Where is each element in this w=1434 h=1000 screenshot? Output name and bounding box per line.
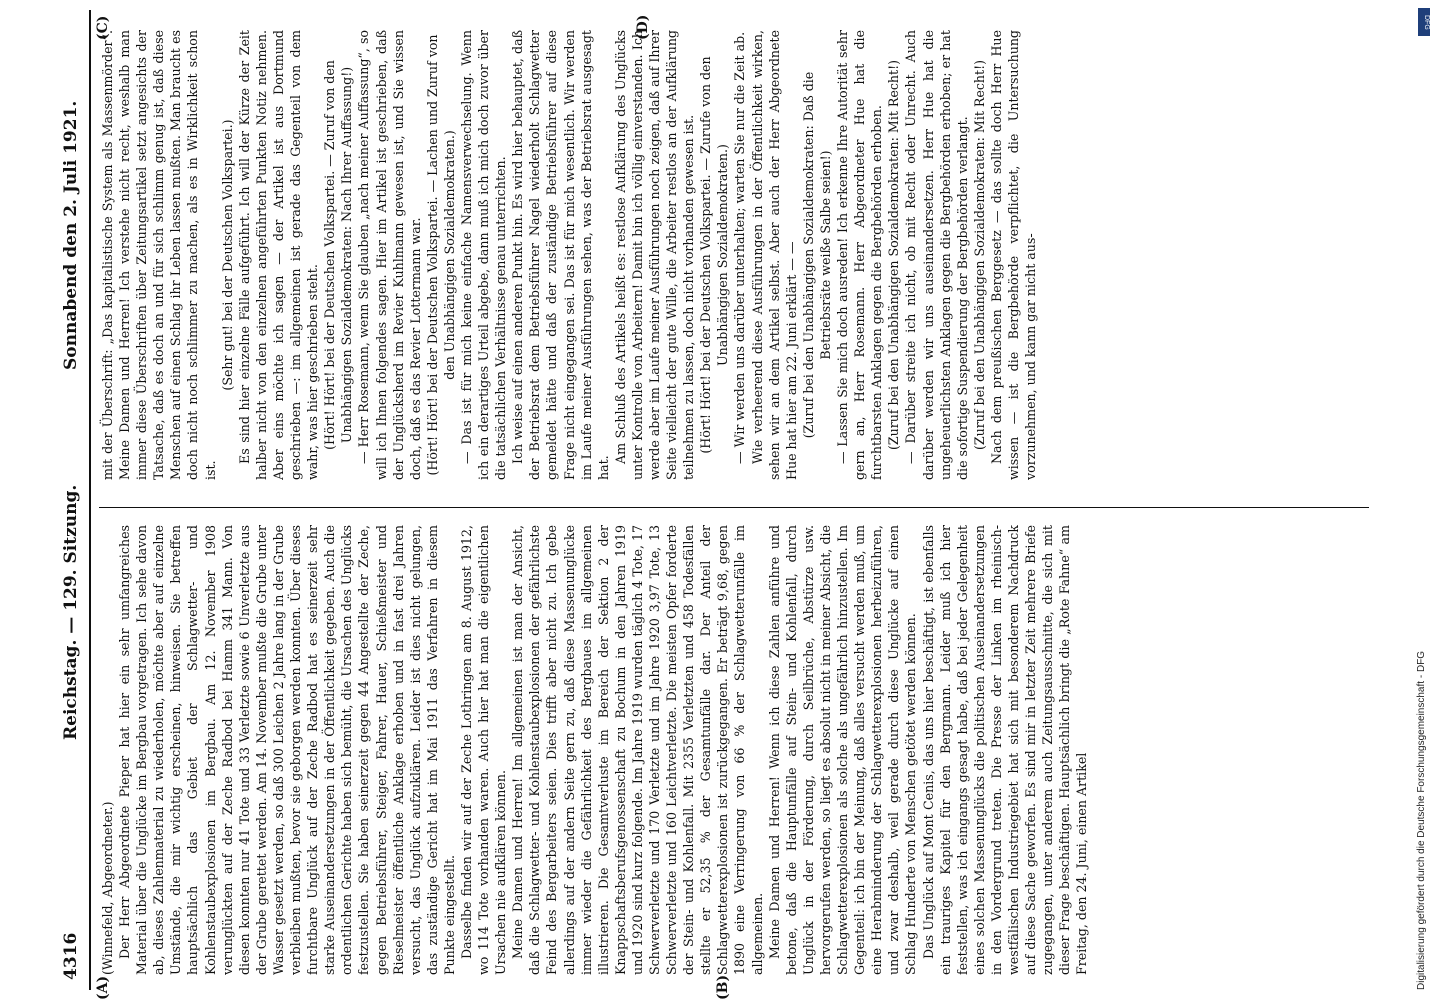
interjection: (Sehr gut! bei der Deutschen Volkspartei.): [219, 119, 235, 391]
paragraph: Am Schluß des Artikels heißt es: restlose Aufklärung des Unglücks unter Kontrolle von Arbeitern! Damit bin ich völlig einverstanden. Ich werde aber im Laufe meiner Ausführungen noch zeigen, daß auf Ihrer Seite vielleicht der gute Wille, die Arbeiter restlos an der Aufklärung teilnehmen zu lassen, doch nicht vorhanden gewesen ist.: [612, 30, 697, 480]
dfg-logo: DFG: [1418, 8, 1430, 36]
page-header: [61, 20, 87, 980]
paragraph: Es sind hier einzelne Fälle aufgeführt. Ich will der Kürze der Zeit halber nicht von den einzelnen angeführten Punkten Notiz nehmen. Aber eins möchte ich sagen — der Artikel ist aus Dortmund geschrieben —: im allgemeinen ist gerade das Gegenteil von dem wahr, was hier geschrieben steht.: [236, 30, 321, 480]
header-rule: [89, 10, 91, 990]
marker-c: (C): [95, 15, 111, 40]
session-date: Sonnabend den 2. Juli 1921.: [61, 100, 81, 370]
marker-b: (B): [715, 974, 731, 1000]
paragraph: — Darüber streite ich nicht, ob mit Recht oder Unrecht. Auch darüber werden wir uns auseinandersetzen. Herr Hue hat die ungeheuerlichsten Anklagen gegen die Bergbehörden erhoben; er hat die sofortige Suspendierung der Bergbehörden verlangt.: [903, 30, 970, 480]
interjection: (Hört! Hört! bei der Deutschen Volkspartei. — Zurufe von den Unabhängigen Sozialdemokraten.): [698, 56, 731, 454]
paragraph: — Herr Rosemann, wenn Sie glauben „nach meiner Auffassung“, so will ich Ihnen folgendes sagen. Hier im Artikel ist geschrieben, daß der Unglücksherd im Revier Kuhlmann gewesen ist, und Sie wissen doch, daß es das Revier Lottermann war.: [356, 30, 423, 480]
paragraph: Wie verheerend diese Ausführungen in der Öffentlichkeit wirken, sehen wir an dem Artikel selbst. Aber auch der Herr Abgeordnete Hue hat hier am 22. Juni erklärt — —: [749, 30, 799, 480]
page-title: Reichstag. — 129. Sitzung.: [61, 484, 81, 740]
funding-credit-text: Digitalisierung gefördert durch die Deutsche Forschungsgemeinschaft - DFG: [1416, 650, 1427, 990]
speaker-line: (Winnefeld, Abgeordneter.): [100, 801, 115, 975]
paragraph: Meine Damen und Herren! Im allgemeinen ist man der Ansicht, daß die Schlagwetter- und Kohlenstaubexplosionen der gefährlichste Feind des Bergarbeiters seien. Dies trifft aber nicht zu. Ich gebe allerdings auf der andern Seite gern zu, daß diese Massenunglücke immer wieder die Gefährlichkeit des Bergbaues im allgemeinen illustrieren. Die Gesamtverluste im Bereich der Sektion 2 der Knappschaftsberufsgenossenschaft zu Bochum in den Jahren 1919 und 1920 sind kurz folgende. Im Jahre 1919 wurden täglich 4 Tote, 17 Schwerverletzte und 170 Verletzte und im Jahre 1920 3,97 Tote, 13 Schwerverletzte und 160 Leichtverletzte. Die meisten Opfer forderte der Stein- und Kohlenfall. Mit 2355 Verletzten und 458 Todesfällen stellte er 52,35 % der Gesamtunfälle dar. Der Anteil der Schlagwetterexplosionen ist zurückgegangen. Er beträgt 9,68, gegen 1890 eine Verringerung von 66 % der Schlagwetterunfälle im allgemeinen.: [510, 525, 765, 975]
marker-a: (A): [95, 975, 111, 1000]
paragraph: Ich weise auf einen anderen Punkt hin. Es wird hier behauptet, daß der Betriebsrat dem Betriebsführer Nagel wiederholt Schlagwetter gemeldet hätte und daß der zuständige Betriebsführer auf diese Frage nicht eingegangen sei. Das ist für mich wesentlich. Wir werden im Laufe meiner Ausführungen sehen, was der Betriebsrat ausgesagt hat.: [510, 30, 611, 480]
paragraph: Meine Damen und Herren! Wenn ich diese Zahlen anführe und betone, daß die Hauptunfälle auf Stein- und Kohlenfall, durch Unglück in der Förderung, durch Seilbrüche, Abstürze usw. hervorgerufen werden, so liegt es absolut nicht in meiner Absicht, die Schlagwetterexplosionen als solche als ungefährlich hinzustellen. Im Gegenteil: ich bin der Meinung, daß alles versucht werden muß, um eine Herabminderung der Schlagwetterexplosionen herbeizuführen, und zwar deshalb, weil gerade durch diese Unglücke auf einen Schlag Hunderte von Menschen getötet werden können.: [766, 525, 919, 975]
column-divider: [99, 507, 1369, 508]
marker-d: (D): [635, 14, 651, 40]
rotated-newspaper-page: [55, 0, 1395, 1000]
paragraph: — Das ist für mich keine einfache Namensverwechselung. Wenn ich ein derartiges Urteil abgebe, dann muß ich mich doch zuvor über die tatsächlichen Verhältnisse genau unterrichten.: [458, 30, 509, 480]
interjection: (Zuruf bei den Unabhängigen Sozialdemokraten: Mit Recht!): [886, 59, 902, 451]
interjection: (Hört! Hört! bei der Deutschen Volkspartei. — Zuruf von den Unabhängigen Sozialdemokraten: Nach Ihrer Auffassung!): [322, 60, 355, 450]
paragraph: Der Herr Abgeordnete Pieper hat hier ein sehr umfangreiches Material über die Unglücke im Bergbau vorgetragen. Ich sehe davon ab, dieses Zahlenmaterial zu wiederholen, möchte aber auf einzelne Umstände, die mir wichtig erscheinen, hinweisen. Sie betreffen hauptsächlich das Gebiet der Schlagwetter- und Kohlenstaubexplosionen im Bergbau. Am 12. November 1908 verunglückten auf der Zeche Radbod bei Hamm 341 Mann. Von diesen konnten nur 41 Tote und 33 Verletzte sowie 6 Unverletzte aus der Grube gerettet werden. Am 14. November mußte die Grube unter Wasser gesetzt werden, so daß 300 Leichen 2 Jahre lang in der Grube verbleiben mußten, bevor sie geborgen werden konnten. Über dieses furchtbare Unglück auf der Zeche Radbod hat es seinerzeit sehr starke Auseinandersetzungen in der Öffentlichkeit gegeben. Auch die ordentlichen Gerichte haben sich bemüht, die Ursachen des Unglücks festzustellen. Sie haben seinerzeit gegen 44 Angestellte der Zeche, gegen Betriebsführer, Steiger, Fahrer, Hauer, Schießmeister und Rieselmeister öffentliche Anklage erhoben und in fast drei Jahren versucht, das Unglück aufzuklären. Leider ist dies nicht gelungen, das zuständige Gericht hat im Mai 1911 das Verfahren in diesem Punkte eingestellt.: [117, 525, 457, 975]
funding-credit: [1416, 10, 1430, 990]
paragraph: Das Unglück auf Mont Cenis, das uns hier beschäftigt, ist ebenfalls ein trauriges Kapitel für den Bergmann. Leider muß ich hier feststellen, was ich eingangs gesagt habe, daß bei jeder Gelegenheit eines solchen Massenunglücks die politischen Auseinandersetzungen in den Vordergrund treten. Die Presse der Linken im rheinisch-westfälischen Industriegebiet hat sich mit besonderem Nachdruck auf diese Sache geworfen. Es sind mir in letzter Zeit mehrere Briefe zugegangen, unter anderem auch Zeitungsausschnitte, die sich mit dieser Frage beschäftigen. Hauptsächlich bringt die „Rote Fahne“ am Freitag, den 24. Juni, einen Artikel: [920, 525, 1090, 975]
paragraph: mit der Überschrift: „Das kapitalistische System als Massenmörder“. Meine Damen und Herren! Ich verstehe nicht recht, weshalb man immer diese Überschriften über Zeitungsartikel setzt angesichts der Tatsache, daß es doch an und für sich schlimm genug ist, daß diese Menschen auf einen Schlag ihr Leben lassen mußten. Man braucht es doch nicht noch schlimmer zu machen, als es in Wirklichkeit schon ist.: [100, 30, 218, 480]
left-text-column: [99, 525, 1369, 975]
paragraph: Nach dem preußischen Berggesetz — das sollte doch Herr Hue wissen — ist die Bergbehörde verpflichtet, die Untersuchung vorzunehmen, und kann gar nicht aus-: [988, 30, 1039, 480]
paragraph: — Lassen Sie mich doch ausreden! Ich erkenne Ihre Autorität sehr gern an, Herr Rosemann. Herr Abgeordneter Hue hat die furchtbarsten Anklagen gegen die Bergbehörden erhoben.: [835, 30, 885, 480]
paragraph: Dasselbe finden wir auf der Zeche Lothringen am 8. August 1912, wo 114 Tote vorhanden waren. Auch hier hat man die eigentlichen Ursachen nie aufklären können.: [458, 525, 509, 975]
interjection: (Zuruf bei den Unabhängigen Sozialdemokraten: Daß die Betriebsräte weiße Salbe seien!): [800, 71, 833, 439]
interjection: (Zuruf bei den Unabhängigen Sozialdemokraten: Mit Recht!): [971, 59, 987, 451]
right-text-column: [99, 30, 1369, 480]
page-number: 4316: [61, 932, 81, 980]
interjection: (Hört! Hört! bei der Deutschen Volkspartei. — Lachen und Zuruf von den Unabhängigen Sozialdemokraten.): [424, 34, 457, 476]
paragraph: — Wir werden uns darüber unterhalten; warten Sie nur die Zeit ab.: [732, 31, 748, 464]
